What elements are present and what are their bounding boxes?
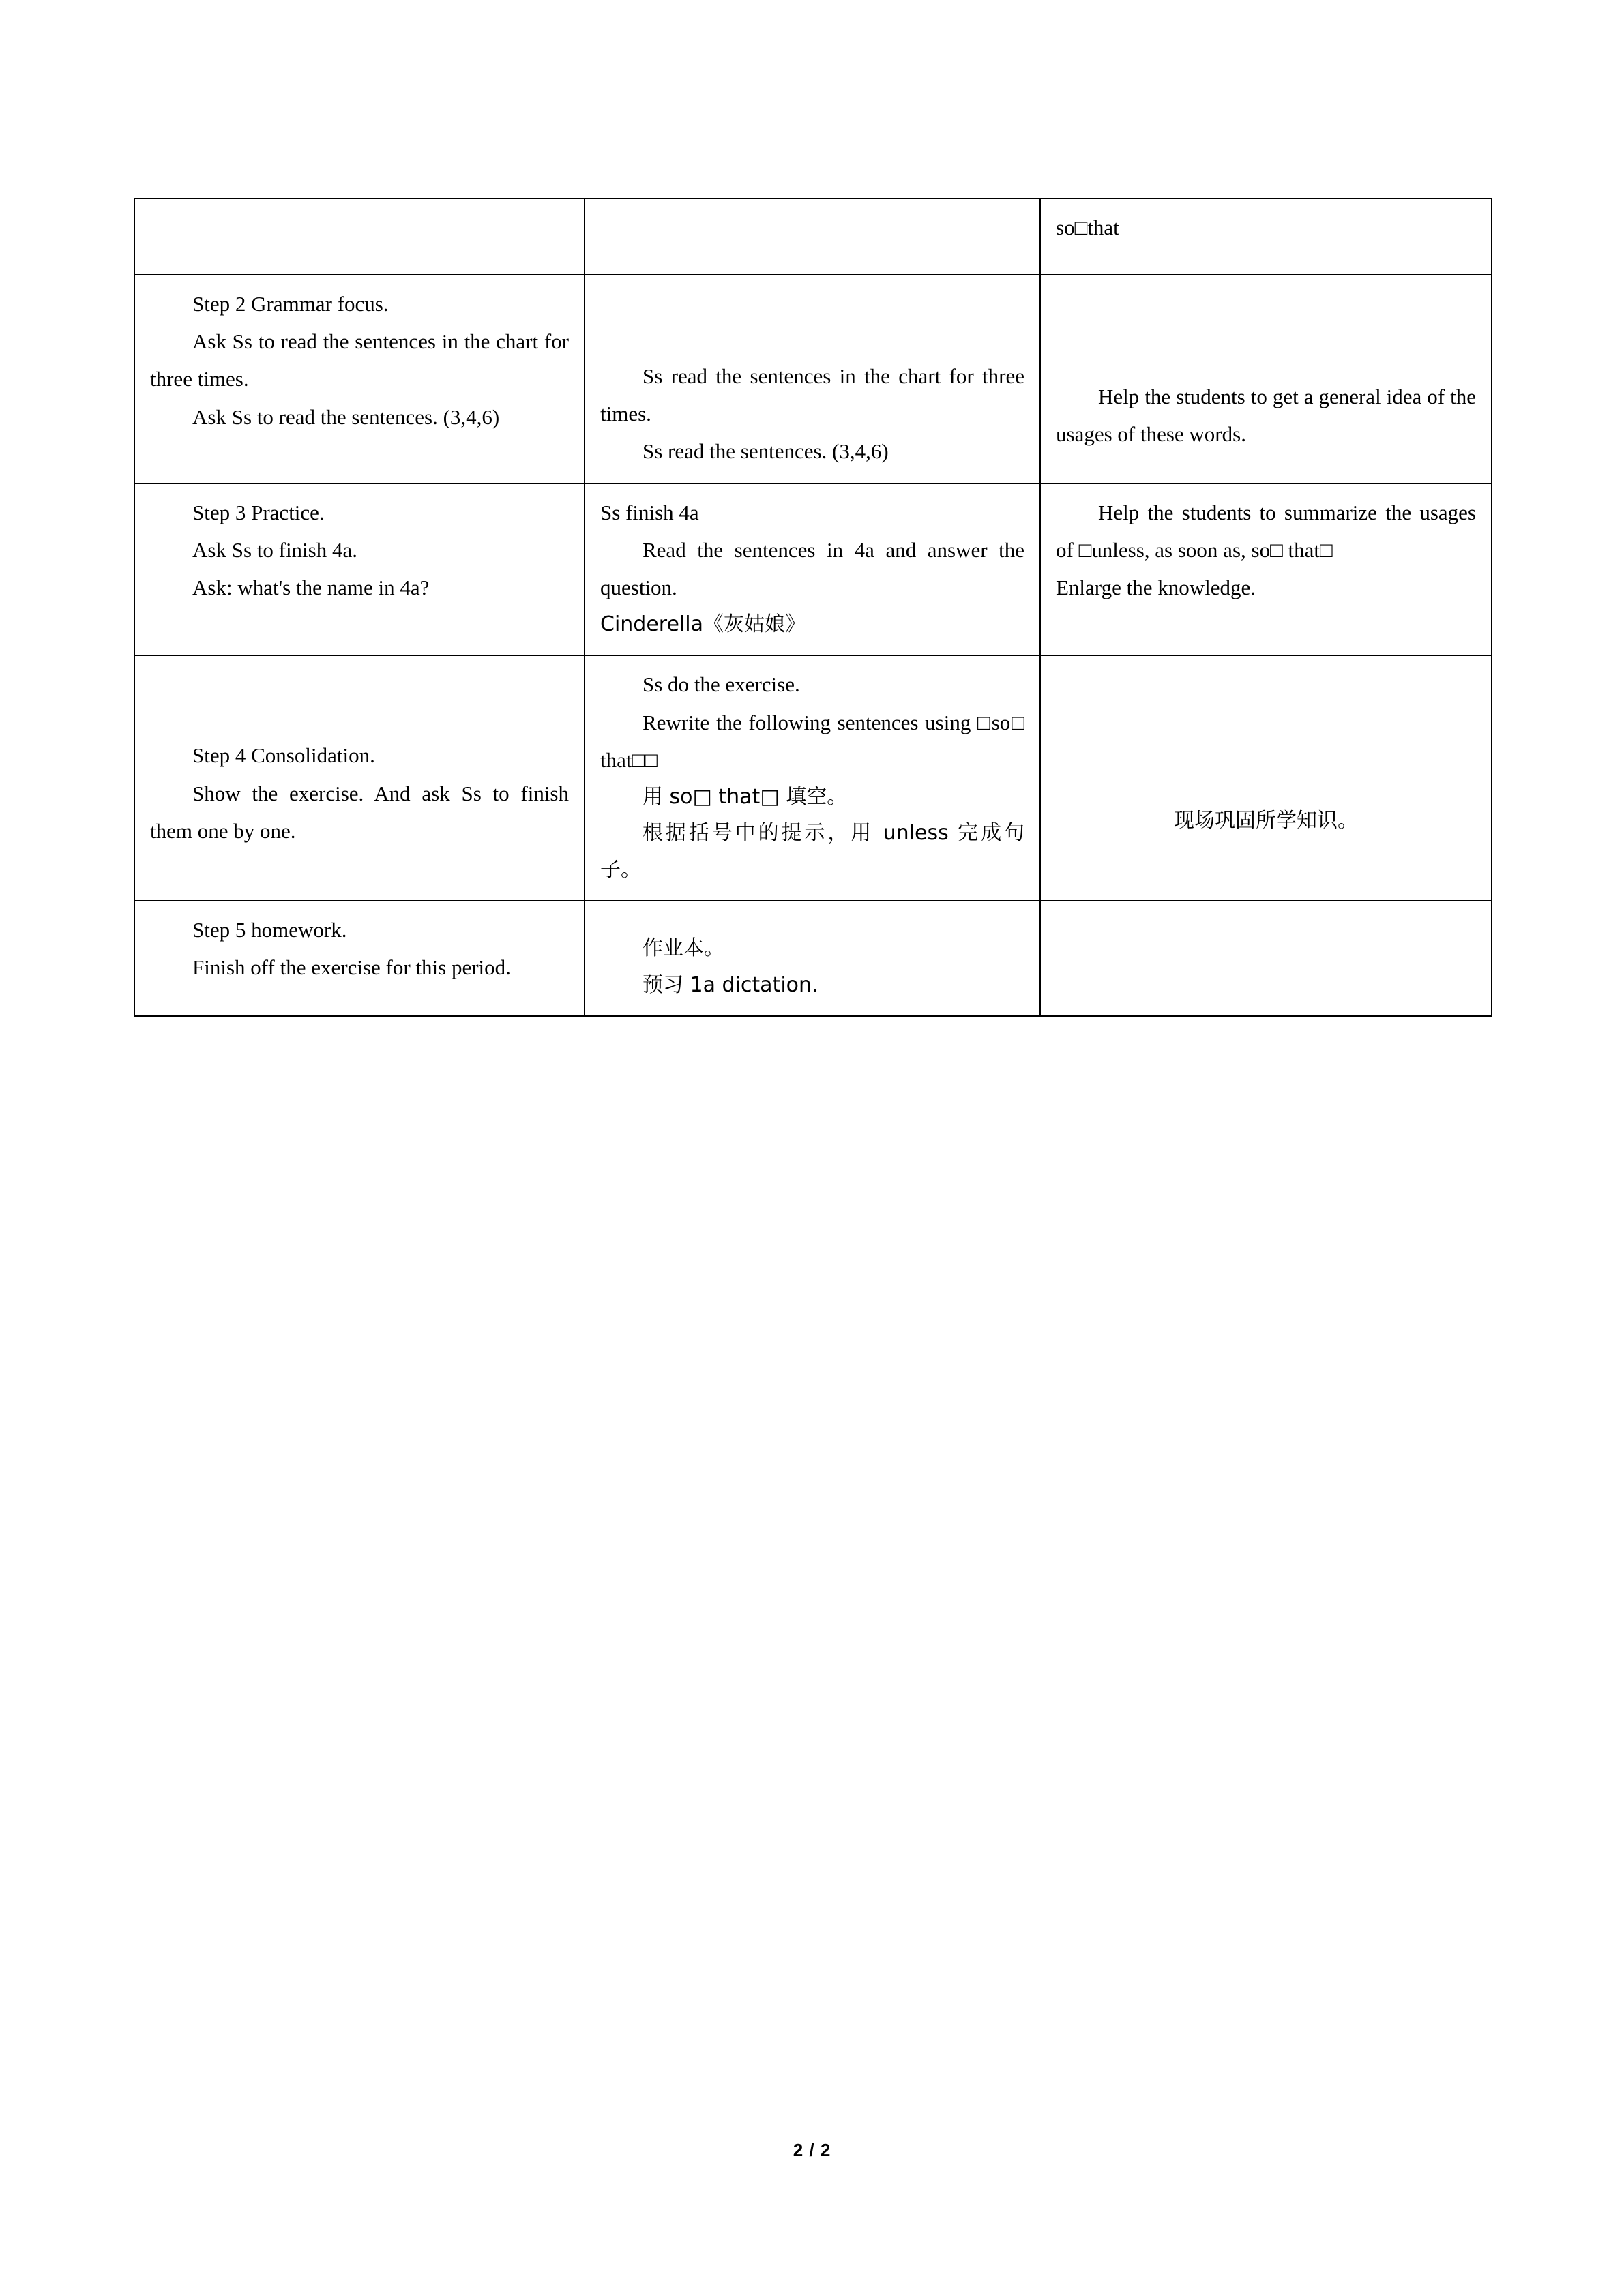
cell-student-activity (585, 275, 1040, 483)
text-line: Read the sentences in 4a and answer the question. (600, 537, 1024, 599)
text-line: Ask Ss to finish 4a. (192, 537, 357, 562)
cell-purpose (1040, 655, 1492, 901)
text-line: 根据括号中的提示，用 unless 完成句子。 (600, 821, 1024, 882)
text-line: Step 2 Grammar focus. (192, 292, 389, 316)
cell-teacher-activity (134, 655, 585, 901)
cell-student-activity (585, 901, 1040, 1016)
text-line: 作业本。 (643, 936, 724, 961)
page-number: 2 / 2 (793, 2140, 831, 2160)
text-line: Ss read the sentences in the chart for three times. (600, 364, 1024, 426)
cell-teacher-activity (134, 901, 585, 1016)
cell-purpose (1040, 275, 1492, 483)
text-line: Enlarge the knowledge. (1056, 575, 1256, 599)
text-line: Step 5 homework. (192, 918, 347, 942)
text-line: Help the students to get a general idea of the usages of these words. (1056, 385, 1476, 447)
text-line: Step 4 Consolidation. (192, 743, 375, 768)
cell-teacher-activity (134, 275, 585, 483)
cell-purpose (1040, 901, 1492, 1016)
text-line: Rewrite the following sentences using □so□ that□□ (600, 710, 1024, 772)
text-line: 预习 1a dictation. (643, 972, 818, 997)
text-line: Help the students to summarize the usages of □unless, as soon as, so□ that□ (1056, 500, 1476, 562)
cell-student-activity (585, 655, 1040, 901)
text-line: Ss finish 4a (600, 500, 699, 524)
text-line: 用 so□ that□ 填空。 (643, 784, 848, 809)
text-line: so□that (1056, 215, 1119, 239)
text-line: Cinderella《灰姑娘》 (600, 612, 806, 637)
text-line: Step 3 Practice. (192, 500, 325, 524)
table-row (134, 483, 1492, 656)
cell-teacher-activity (134, 483, 585, 656)
text-line: Ask Ss to read the sentences. (3,4,6) (192, 404, 500, 429)
table-row (134, 901, 1492, 1016)
text-line: Ss read the sentences. (3,4,6) (643, 439, 889, 464)
table-row (134, 198, 1492, 275)
table-row (134, 275, 1492, 483)
text-line: Finish off the exercise for this period. (192, 955, 511, 980)
cell-purpose (1040, 483, 1492, 656)
table-row (134, 655, 1492, 901)
text-line: Show the exercise. And ask Ss to finish them one by one. (150, 781, 569, 843)
cell-teacher-activity (134, 198, 585, 275)
page-footer (0, 2140, 1624, 2161)
text-line: Ask Ss to read the sentences in the chart for three times. (150, 329, 569, 391)
cell-purpose (1040, 198, 1492, 275)
text-line: Ask: what's the name in 4a? (192, 575, 430, 599)
cell-student-activity (585, 198, 1040, 275)
cell-student-activity (585, 483, 1040, 656)
lesson-plan-table (134, 198, 1492, 1017)
text-line: Ss do the exercise. (643, 672, 800, 697)
text-line: 现场巩固所学知识。 (1174, 809, 1358, 833)
